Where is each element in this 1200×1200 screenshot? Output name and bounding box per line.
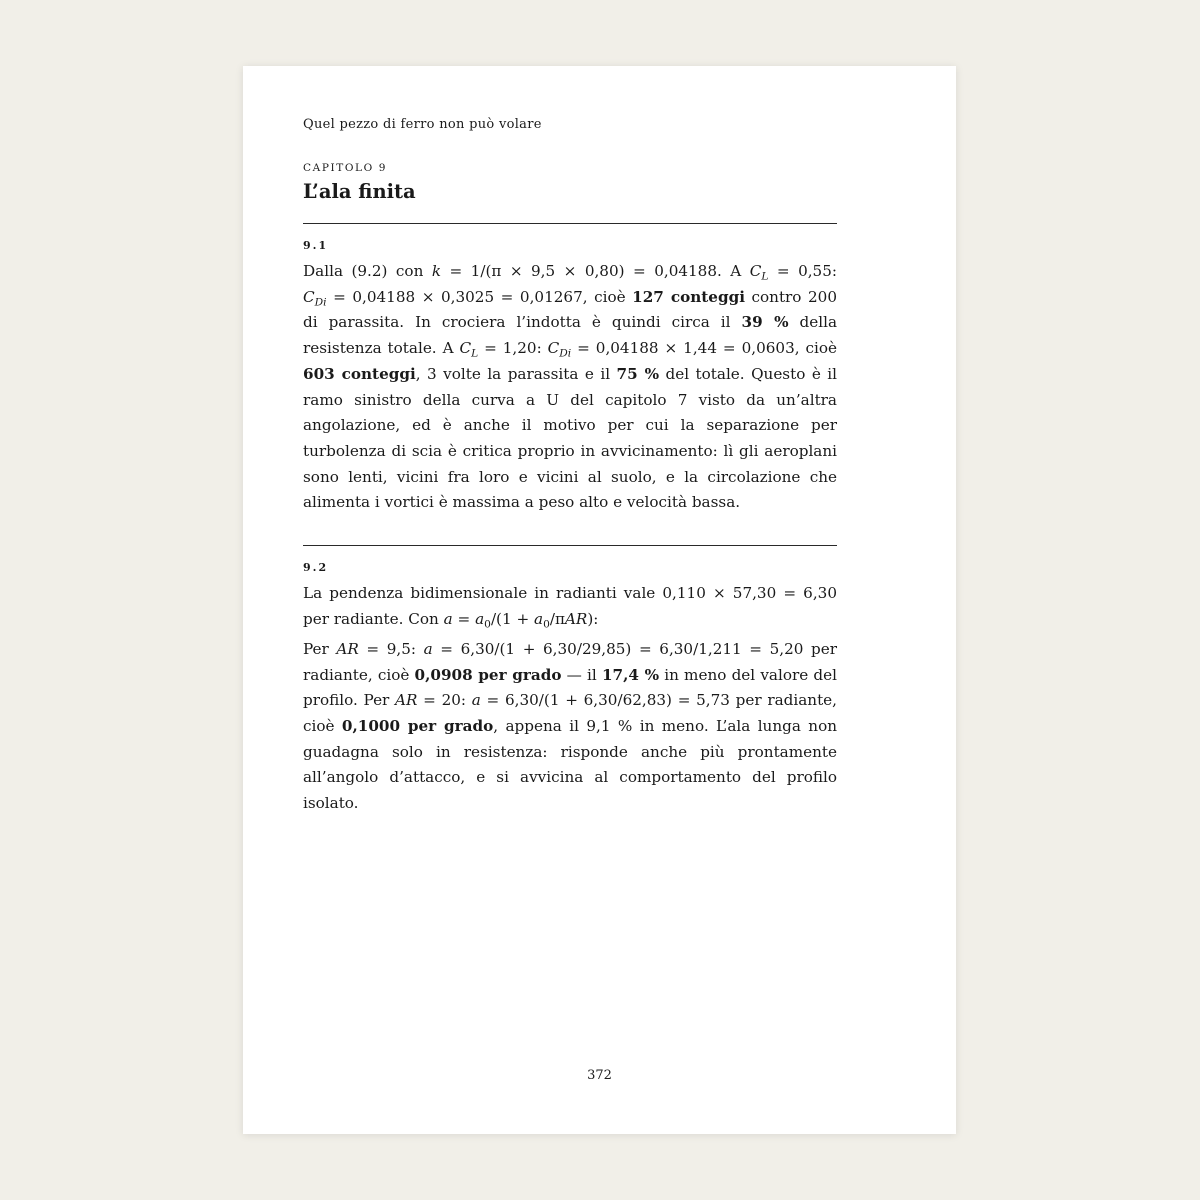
section-number: 9.2: [303, 561, 329, 574]
chapter-label: CAPITOLO 9: [303, 162, 388, 174]
section-number: 9.1: [303, 239, 329, 252]
book-page: [243, 66, 956, 1134]
section-paragraph: La pendenza bidimensionale in radianti vale 0,110 × 57,30 = 6,30 per radiante. Con $a = a_0/(1 + a_0/\pi AR)$:: [303, 584, 837, 631]
running-head: Quel pezzo di ferro non può volare: [303, 117, 542, 132]
page-number: 372: [587, 1068, 612, 1083]
section-divider: [303, 545, 837, 546]
section-divider: [303, 223, 837, 224]
chapter-title: L’ala finita: [303, 180, 416, 203]
section-text: [303, 581, 837, 816]
section-text: Dalla (9.2) con k = 1/(π × 9,5 × 0,80) = 0,04188. A $C_L = 0,55$: $C_{Di} = 0,04188 \times 0,3025 = 0,01267$, cioè 127 conteggi contro 200 di parassita. In crociera l’indotta è quindi circa il 39 % della resistenza totale. A $C_L = 1,20$: $C_{Di} = 0,04188 \times 1,44 = 0,0603$, cioè 603 conteggi, 3 volte la parassita e il 75 % del totale. Questo è il ramo sinistro della curva a U del capitolo 7 visto da un’altra angolazione, ed è anche il motivo per cui la separazione per turbolenza di scia è critica proprio in avvicinamento: lì gli aeroplani sono lenti, vicini fra loro e vicini al suolo, e la circolazione che alimenta i vortici è massima a peso alto e velocità bassa.: [303, 262, 838, 512]
section-paragraph: Per AR = 9,5: a = 6,30/(1 + 6,30/29,85) = 6,30/1,211 = 5,20 per radiante, cioè 0,0908 per grado — il 17,4 % in meno del valore del profilo. Per AR = 20: a = 6,30/(1 + 6,30/62,83) = 5,73 per radiante, cioè 0,1000 per grado, appena il 9,1 % in meno. L’ala lunga non guadagna solo in resistenza: risponde anche più prontamente all’angolo d’attacco, e si avvicina al comportamento del profilo isolato.: [303, 640, 837, 812]
